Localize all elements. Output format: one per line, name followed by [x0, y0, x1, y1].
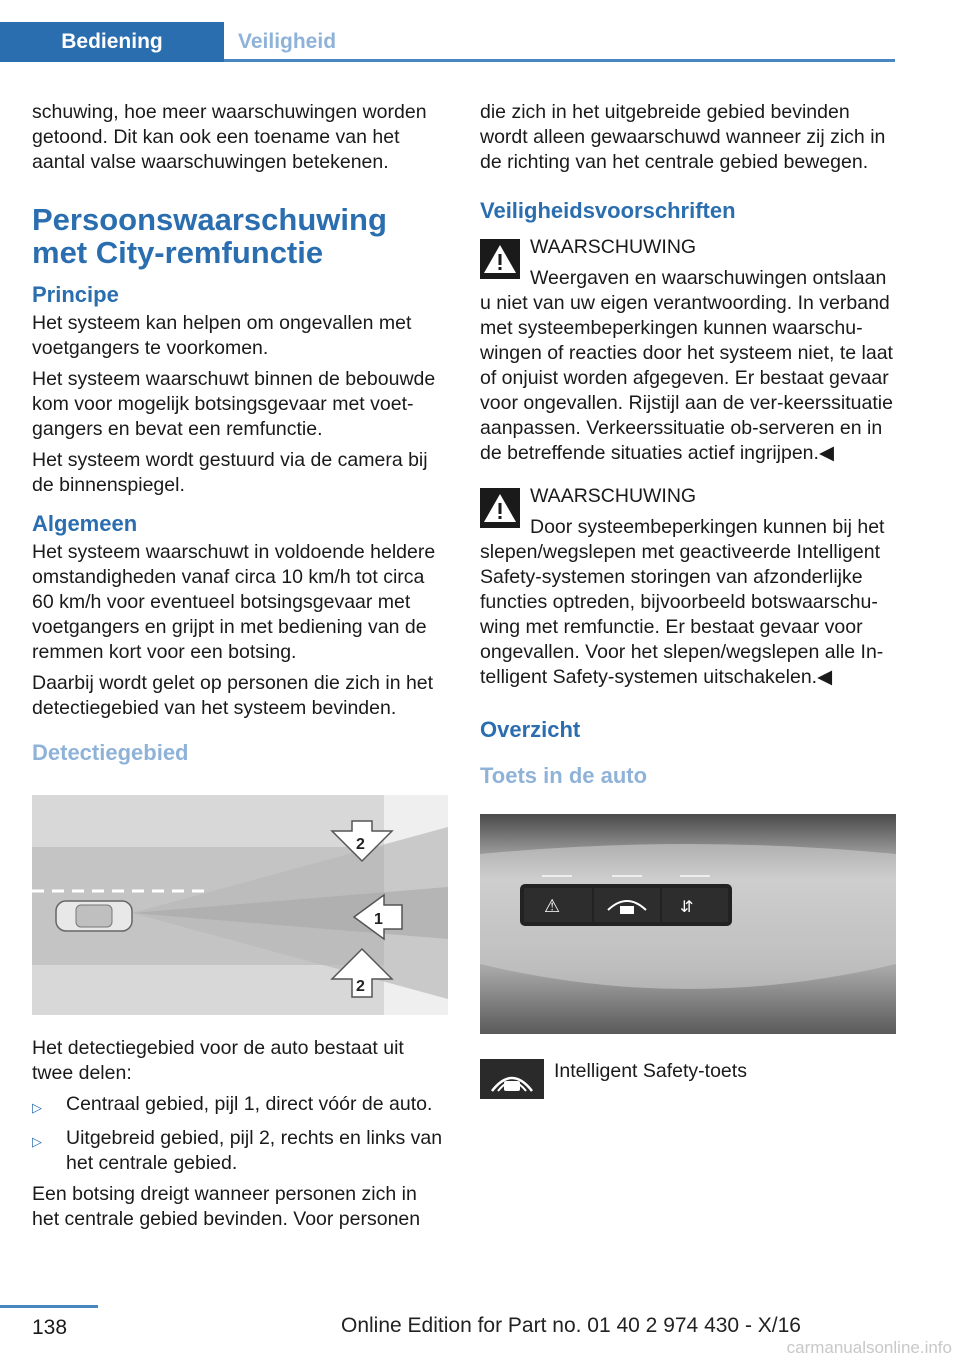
right-column	[480, 100, 896, 1099]
button-panel-photo	[480, 814, 896, 1034]
detectie-text-2: Een botsing dreigt wanneer personen zich in het centrale gebied bevinden. Voor personen	[32, 1183, 421, 1230]
warning-title: WAARSCHUWING	[530, 485, 697, 507]
warning-body: slepen/wegslepen met geactiveerde Intelligent Safety-systemen storingen van afzonderlijke functies optreden, bijvoorbeeld botswaarschu-wing met remfunctie. Er bestaat gevaar voor ongevallen. Voor het slepen/wegslepen alle In-telligent Safety-systemen uitschakelen.◀	[480, 541, 884, 688]
watermark: carmanualsonline.info	[786, 1338, 952, 1357]
algemeen-heading: Algemeen	[32, 511, 138, 536]
intro-text: schuwing, hoe meer waarschuwingen worden getoond. Dit kan ook een toename van het aantal valse waarschuwingen betekenen.	[32, 101, 427, 173]
tab-veiligheid[interactable]: Veiligheid	[238, 30, 337, 53]
overzicht-heading: Overzicht	[480, 717, 581, 742]
warning-first-line: Weergaven en waarschuwingen ontslaan	[530, 267, 887, 289]
header-bar	[0, 22, 895, 62]
triangle-bullet-icon: ▷	[32, 1100, 42, 1115]
page-number: 138	[32, 1316, 68, 1339]
warning-first-line: Door systeembeperkingen kunnen bij het	[530, 516, 885, 538]
principe-heading: Principe	[32, 282, 119, 307]
svg-text:⚠: ⚠	[544, 896, 561, 917]
tab-bediening[interactable]: Bediening	[0, 22, 224, 62]
footer-edition: Online Edition for Part no. 01 40 2 974 430 - X/16	[341, 1314, 801, 1337]
detectie-heading: Detectiegebied	[32, 740, 189, 765]
toets-row	[480, 1059, 896, 1099]
detection-area-diagram	[32, 795, 448, 1015]
detectie-text-1: Het detectiegebied voor de auto bestaat uit twee delen:	[32, 1037, 404, 1084]
principe-text-3: Het systeem wordt gestuurd via de camera bij de binnenspiegel.	[32, 449, 428, 496]
principe-text-1: Het systeem kan helpen om ongevallen met voetgangers te voorkomen.	[32, 312, 412, 359]
car-icon	[56, 901, 132, 931]
warning-block-2	[480, 484, 896, 690]
warning-block-1	[480, 235, 896, 466]
svg-text:1: 1	[374, 911, 383, 928]
section-title: Persoonswaarschuwing met City-remfunctie	[32, 202, 387, 270]
warning-triangle-icon	[480, 488, 520, 528]
continued-text: die zich in het uitgebreide gebied bevinden wordt alleen gewaarschuwd wanneer zij zich in de richting van het centrale gebied bewegen.	[480, 101, 886, 173]
left-column	[32, 100, 448, 1238]
footer-line	[0, 1305, 98, 1308]
algemeen-text-1: Het systeem waarschuwt in voldoende heldere omstandigheden vanaf circa 10 km/h tot circa 60 km/h voor eventueel botsingsgevaar met voetgangers en grijpt in met bediening van de remmen kort voor een botsing.	[32, 541, 436, 663]
veiligheid-heading: Veiligheidsvoorschriften	[480, 198, 736, 223]
toets-heading: Toets in de auto	[480, 763, 648, 788]
svg-text:⇵: ⇵	[680, 897, 694, 916]
svg-text:2: 2	[356, 978, 365, 995]
algemeen-text-2: Daarbij wordt gelet op personen die zich in het detectiegebied van het systeem bevinden.	[32, 672, 434, 719]
triangle-bullet-icon: ▷	[32, 1134, 42, 1149]
toets-label: Intelligent Safety-toets	[554, 1060, 747, 1082]
warning-triangle-icon	[480, 239, 520, 279]
svg-text:2: 2	[356, 836, 365, 853]
list-item: ▷ Centraal gebied, pijl 1, direct vóór de auto.	[32, 1092, 448, 1120]
warning-title: WAARSCHUWING	[530, 236, 697, 258]
principe-text-2: Het systeem waarschuwt binnen de bebouwde kom voor mogelijk botsingsgevaar met voet-gangers en bevat een remfunctie.	[32, 368, 436, 440]
list-item: ▷ Uitgebreid gebied, pijl 2, rechts en links van het centrale gebied.	[32, 1127, 443, 1174]
warning-body: u niet van uw eigen verantwoording. In verband met systeembeperkingen kunnen waarschu-wingen of reacties door het systeem niet, te laat of onjuist worden afgegeven. Er bestaat gevaar voor ongevallen. Rijstijl aan de ver-keerssituatie aanpassen. Verkeerssituatie ob-serveren en in de betreffende situaties actief ingrijpen.◀	[480, 292, 893, 464]
intelligent-safety-button-icon	[480, 1059, 544, 1099]
